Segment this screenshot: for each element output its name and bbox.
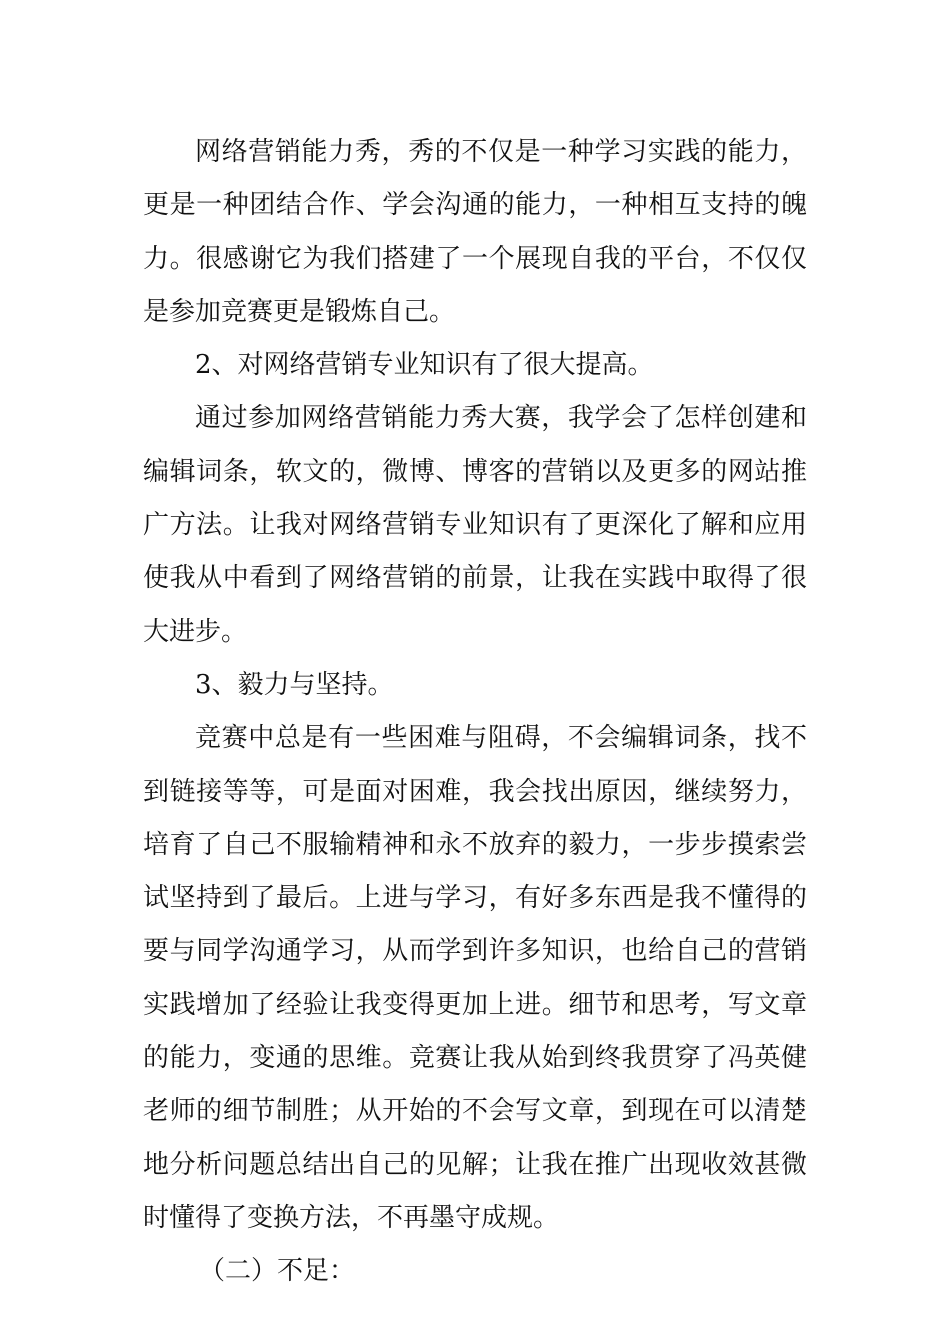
heading-perseverance: 3、毅力与坚持。 <box>195 669 394 700</box>
document-body <box>143 126 807 1299</box>
paragraph-competition-learning: 通过参加网络营销能力秀大赛，我学会了怎样创建和编辑词条，软文的，微博、博客的营销以及更多的网站推广方法。让我对网络营销专业知识有了更深化了解和应用使我从中看到了网络营销的前景，让我在实践中取得了很大进步。 <box>143 403 807 647</box>
paragraph-ability-show: 网络营销能力秀，秀的不仅是一种学习实践的能力，更是一种团结合作、学会沟通的能力，一种相互支持的魄力。很感谢它为我们搭建了一个展现自我的平台，不仅仅是参加竞赛更是锻炼自己。 <box>143 137 807 327</box>
heading-professional-knowledge: 2、对网络营销专业知识有了很大提高。 <box>195 350 654 381</box>
paragraph-difficulties: 竞赛中总是有一些困难与阻碍，不会编辑词条，找不到链接等等，可是面对困难，我会找出原因，继续努力，培育了自己不服输精神和永不放弃的毅力，一步步摸索尝试坚持到了最后。上进与学习，有好多东西是我不懂得的要与同学沟通学习，从而学到许多知识，也给自己的营销实践增加了经验让我变得更加上进。细节和思考，写文章的能力，变通的思维。竞赛让我从始到终我贯穿了冯英健老师的细节制胜；从开始的不会写文章，到现在可以清楚地分析问题总结出自己的见解；让我在推广出现收效甚微时懂得了变换方法，不再墨守成规。 <box>143 723 807 1233</box>
heading-shortcomings: （二）不足： <box>199 1256 356 1287</box>
